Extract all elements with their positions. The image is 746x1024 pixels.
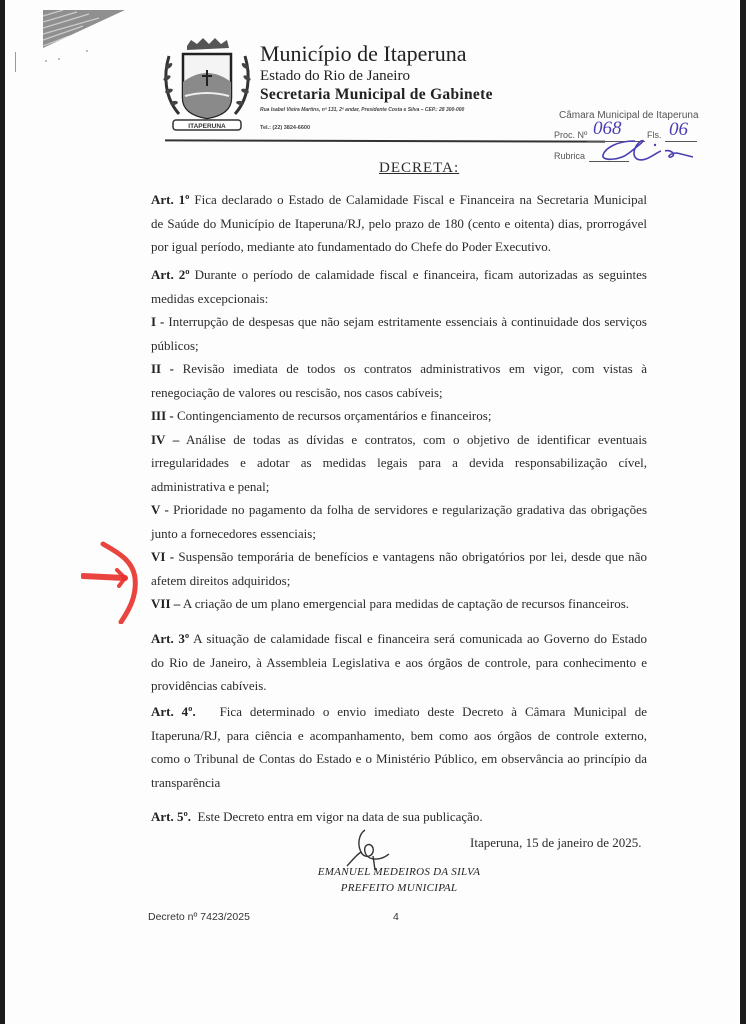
item-number: VI - xyxy=(151,549,175,564)
footer-decree-ref: Decreto nº 7423/2025 xyxy=(148,911,250,923)
article-4-label: Art. 4º. xyxy=(151,704,196,719)
item-number: II - xyxy=(151,361,175,376)
item-number: VII – xyxy=(151,596,181,611)
article-1-line: por igual período, mediante ato fundamentado do Chefe do Poder Executivo. xyxy=(151,239,551,254)
stamp-proc-label: Proc. Nº xyxy=(554,130,588,140)
article-2-label: Art. 2º xyxy=(151,267,190,282)
list-item-VII xyxy=(151,592,647,616)
scan-speck xyxy=(86,50,88,52)
mayor-signature xyxy=(345,826,405,871)
stamp-rubrica-label: Rubrica xyxy=(554,151,586,161)
scan-artifact-hatch xyxy=(43,10,125,48)
item-text: Prioridade no pagamento da folha de servidores e regularização gradativa das obrigações xyxy=(173,502,648,517)
item-text: A criação de um plano emergencial para medidas de captação de recursos financeiros. xyxy=(182,596,630,611)
article-5-line: Este Decreto entra em vigor na data de sua publicação. xyxy=(197,809,483,824)
stamp-title: Câmara Municipal de Itaperuna xyxy=(559,110,699,121)
stamp-proc-value: 068 xyxy=(593,118,622,139)
item-text: Interrupção de despesas que não sejam estritamente essenciais à continuidade dos serviços xyxy=(168,314,647,329)
article-4 xyxy=(151,700,647,794)
scan-speck xyxy=(45,60,47,62)
article-3 xyxy=(151,627,647,698)
item-text: irregularidades e adotar as medidas legais para a devida responsabilização cível, xyxy=(151,455,647,470)
signer-name: EMANUEL MEDEIROS DA SILVA xyxy=(317,866,481,878)
scan-speck xyxy=(58,58,60,60)
item-text: afetem direitos adquiridos; xyxy=(151,572,291,588)
header-secretariat: Secretaria Municipal de Gabinete xyxy=(260,86,493,103)
page-number: 4 xyxy=(393,911,399,923)
item-text: Revisão imediata de todos os contratos administrativos em vigor, com vistas à xyxy=(182,361,648,376)
item-text: renegociação de valores ou rescisão, nos casos cabíveis; xyxy=(151,384,443,400)
list-item-I xyxy=(151,310,647,334)
list-item-III xyxy=(151,404,647,428)
decree-heading: DECRETA: xyxy=(379,160,460,176)
item-text: Análise de todas as dívidas e contratos, com o objetivo de identificar eventuais xyxy=(186,431,647,447)
article-5-label: Art. 5º. xyxy=(151,809,192,824)
list-item-IV xyxy=(151,428,647,452)
article-1-label: Art. 1º xyxy=(151,192,190,207)
article-4-line: transparência xyxy=(151,774,221,790)
article-3-line: do Rio de Janeiro, à Assembleia Legislativa e aos órgãos de controle, para conhecimento e xyxy=(151,654,647,670)
item-text: Suspensão temporária de benefícios e vantagens não obrigatórios por lei, desde que não xyxy=(178,549,648,564)
signer-role: PREFEITO MUNICIPAL xyxy=(340,882,458,894)
article-1 xyxy=(151,188,647,259)
red-arrow-annotation-icon xyxy=(81,540,153,624)
header-phone: Tel.: (22) 3824-6600 xyxy=(260,125,311,131)
scan-mark xyxy=(15,52,16,72)
place-and-date: Itaperuna, 15 de janeiro de 2025. xyxy=(470,835,642,850)
article-2-line: medidas excepcionais: xyxy=(151,290,269,306)
rubrica-signature xyxy=(595,135,695,165)
article-1-line: Fica declarado o Estado de Calamidade Fiscal e Financeira na Secretaria Municipal xyxy=(194,192,647,207)
item-number: V - xyxy=(151,502,169,517)
svg-text:ITAPERUNA: ITAPERUNA xyxy=(188,123,226,130)
stamp-fls-value: 06 xyxy=(669,119,688,140)
article-2 xyxy=(151,263,647,616)
article-5 xyxy=(151,805,647,829)
document-page xyxy=(5,0,740,1024)
header-state: Estado do Rio de Janeiro xyxy=(260,68,410,84)
item-number: III - xyxy=(151,408,174,423)
item-text: públicos; xyxy=(151,337,199,353)
list-item-V xyxy=(151,498,647,522)
list-item-II xyxy=(151,357,647,381)
item-number: I - xyxy=(151,314,165,329)
article-2-line: Durante o período de calamidade fiscal e financeira, ficam autorizadas as seguintes xyxy=(194,267,647,282)
article-3-line: A situação de calamidade fiscal e financeira será comunicada ao Governo do Estado xyxy=(193,631,647,646)
stamp-fls-label: Fls. xyxy=(647,130,662,140)
item-text: junto a fornecedores essenciais; xyxy=(151,525,316,541)
article-4-line: Itaperuna/RJ, para ciência e acompanhamento, bem como aos órgãos de controle externo, xyxy=(151,727,647,743)
municipal-coat-of-arms xyxy=(157,36,257,136)
article-3-label: Art. 3º xyxy=(151,631,190,646)
article-1-line: de Saúde do Município de Itaperuna/RJ, pelo prazo de 180 (cento e oitenta) dias, prorrogável xyxy=(151,215,647,231)
item-text: Contingenciamento de recursos orçamentários e financeiros; xyxy=(177,408,492,423)
item-text: administrativa e penal; xyxy=(151,478,270,494)
article-3-line: providências cabíveis. xyxy=(151,678,267,693)
header-divider xyxy=(165,139,605,142)
header-address: Rua Isabel Vieira Martins, nº 131, 2º andar, Presidente Costa e Silva – CEP.: 28 300-000 xyxy=(260,107,465,113)
article-4-line: Fica determinado o envio imediato deste Decreto à Câmara Municipal de xyxy=(219,704,648,719)
article-4-line: como o Tribunal de Contas do Estado e o Ministério Público, em observância ao princípio da xyxy=(151,751,647,766)
header-municipality: Município de Itaperuna xyxy=(260,41,467,66)
item-number: IV – xyxy=(151,431,180,447)
list-item-VI xyxy=(151,545,647,569)
